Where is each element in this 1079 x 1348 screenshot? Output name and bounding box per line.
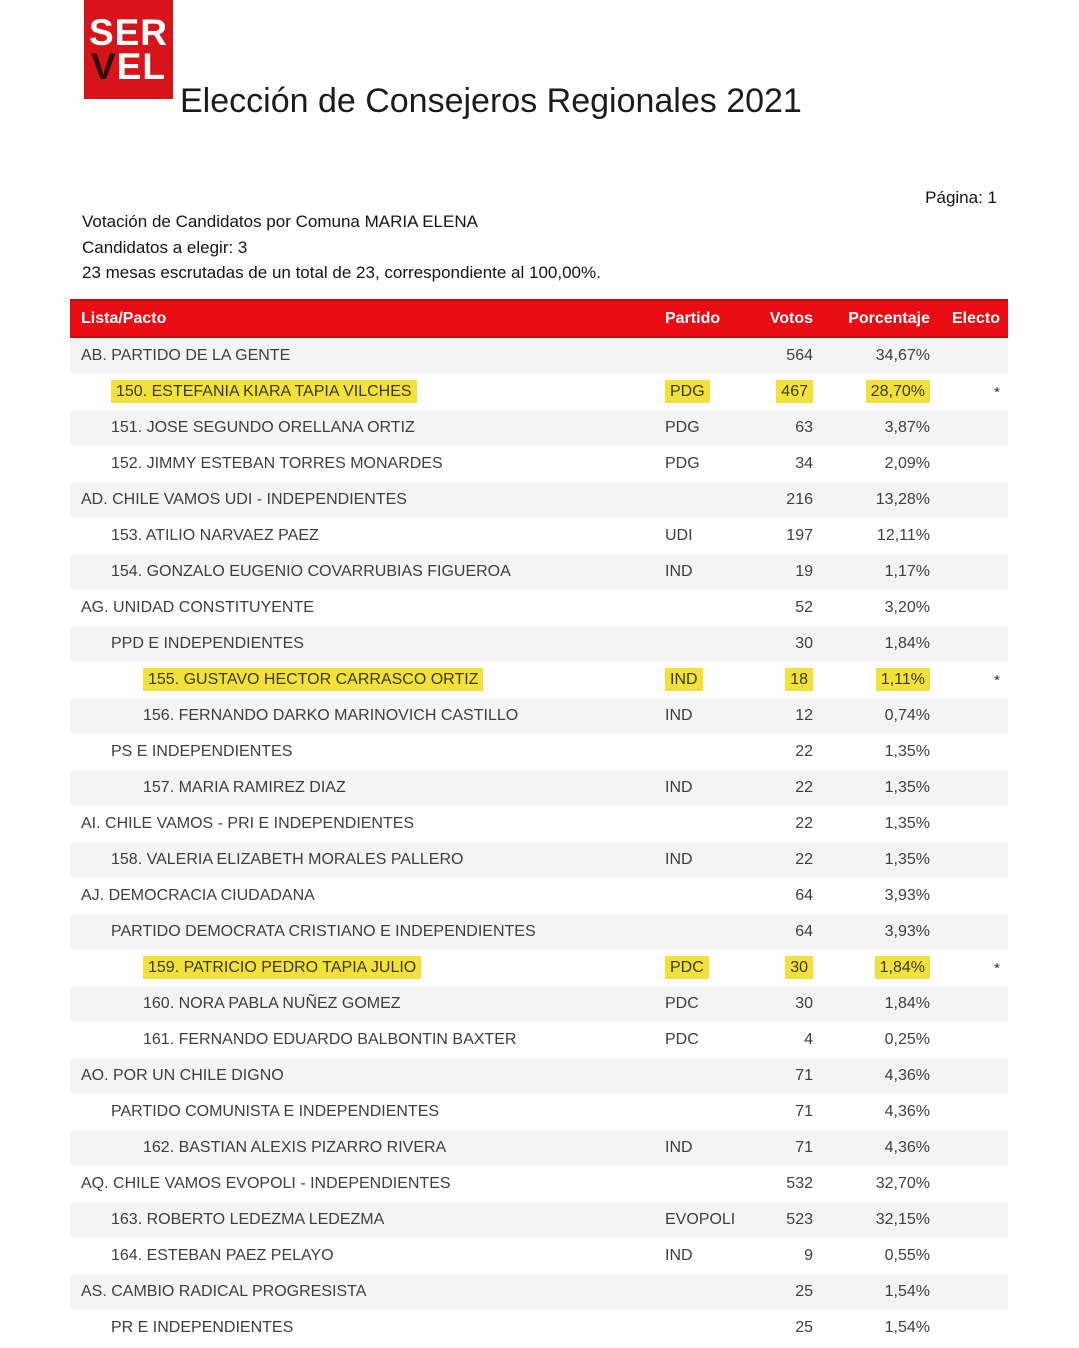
cell-votos: 22 [795,743,813,760]
table-body [70,338,1008,1346]
cell-porcentaje: 4,36% [884,1103,930,1120]
table-row-candidate [70,446,1008,482]
cell-votos: 34 [795,455,813,472]
cell-votos: 12 [795,707,813,724]
cell-partido: IND [665,851,693,868]
cell-votos: 4 [804,1031,813,1048]
cell-lista-pacto: AQ. CHILE VAMOS EVOPOLI - INDEPENDIENTES [81,1175,451,1192]
cell-votos: 564 [786,347,813,364]
table-row-list [70,338,1008,374]
cell-partido: PDG [665,419,700,436]
cell-partido: IND [665,707,693,724]
cell-electo: * [994,671,1000,689]
table-row-candidate [70,662,1008,698]
cell-lista-pacto: 153. ATILIO NARVAEZ PAEZ [111,527,319,544]
servel-logo-letters-el: EL [116,46,166,87]
cell-partido: UDI [665,527,693,544]
table-row-list [70,1058,1008,1094]
cell-porcentaje: 0,55% [884,1247,930,1264]
cell-votos [752,383,813,401]
cell-votos: 30 [795,635,813,652]
table-row-candidate [70,1202,1008,1238]
cell-porcentaje: 3,20% [884,599,930,616]
cell-lista-pacto: 154. GONZALO EUGENIO COVARRUBIAS FIGUEROA [111,563,511,580]
cell-porcentaje: 13,28% [875,491,930,508]
servel-logo [84,0,173,99]
cell-votos: 19 [795,563,813,580]
cell-lista-pacto: 158. VALERIA ELIZABETH MORALES PALLERO [111,851,464,868]
table-row-list [70,590,1008,626]
elected-highlight: 18 [785,668,813,691]
elected-highlight: 1,84% [875,956,930,979]
table-row-candidate [70,950,1008,986]
table-row-subpact [70,1094,1008,1130]
cell-lista-pacto [70,959,665,977]
cell-lista-pacto: 157. MARIA RAMIREZ DIAZ [143,779,346,796]
cell-votos: 532 [786,1175,813,1192]
cell-porcentaje [813,383,930,401]
table-row-list [70,1274,1008,1310]
cell-porcentaje: 4,36% [884,1067,930,1084]
cell-porcentaje: 1,54% [884,1283,930,1300]
cell-partido: IND [665,779,693,796]
cell-lista-pacto [70,671,665,689]
cell-votos: 71 [795,1139,813,1156]
cell-partido [665,383,752,401]
cell-votos: 71 [795,1067,813,1084]
table-row-candidate [70,1130,1008,1166]
cell-partido: IND [665,1247,693,1264]
elected-highlight: 467 [776,380,813,403]
elected-highlight: 155. GUSTAVO HECTOR CARRASCO ORTIZ [143,668,483,691]
cell-porcentaje: 34,67% [875,347,930,364]
cell-lista-pacto: AD. CHILE VAMOS UDI - INDEPENDIENTES [81,491,407,508]
cell-votos: 25 [795,1283,813,1300]
table-row-candidate [70,698,1008,734]
cell-partido: PDG [665,455,700,472]
cell-votos [752,959,813,977]
meta-mesas-escrutadas: 23 mesas escrutadas de un total de 23, correspondiente al 100,00%. [82,263,601,282]
header-porcentaje: Porcentaje [848,309,930,327]
elected-highlight: IND [665,668,703,691]
cell-porcentaje: 32,15% [875,1211,930,1228]
servel-logo-text-ser: SER [88,11,169,53]
cell-lista-pacto: 164. ESTEBAN PAEZ PELAYO [111,1247,334,1264]
table-row-subpact [70,626,1008,662]
cell-porcentaje: 1,84% [884,995,930,1012]
cell-lista-pacto: PS E INDEPENDIENTES [111,743,293,760]
cell-lista-pacto: PARTIDO COMUNISTA E INDEPENDIENTES [111,1103,440,1120]
cell-partido: EVOPOLI [665,1211,736,1228]
table-row-subpact [70,914,1008,950]
elected-highlight: 159. PATRICIO PEDRO TAPIA JULIO [143,956,421,979]
table-row-candidate [70,410,1008,446]
servel-logo-letter-v: V [91,46,117,87]
header-electo: Electo [951,309,1000,327]
cell-lista-pacto: PARTIDO DEMOCRATA CRISTIANO E INDEPENDIENTES [111,923,536,940]
servel-logo-text-vel [91,46,166,87]
cell-partido: IND [665,1139,693,1156]
table-row-candidate [70,374,1008,410]
elected-highlight: 28,70% [866,380,930,403]
cell-porcentaje: 32,70% [875,1175,930,1192]
table-row-candidate [70,554,1008,590]
header-lista-pacto: Lista/Pacto [81,309,167,327]
header-partido: Partido [665,309,721,327]
cell-porcentaje: 1,17% [884,563,930,580]
header-votos: Votos [769,309,813,327]
cell-partido [665,959,752,977]
table-row-candidate [70,1238,1008,1274]
meta-candidatos-a-elegir: Candidatos a elegir: 3 [82,237,248,257]
cell-partido: IND [665,563,693,580]
cell-porcentaje: 12,11% [876,527,930,544]
table-row-candidate [70,986,1008,1022]
cell-votos: 22 [795,779,813,796]
cell-lista-pacto: 163. ROBERTO LEDEZMA LEDEZMA [111,1211,385,1228]
cell-votos: 216 [786,491,813,508]
cell-votos: 197 [786,527,813,544]
elected-highlight: PDC [665,956,709,979]
table-row-list [70,806,1008,842]
cell-porcentaje: 1,35% [884,815,930,832]
cell-lista-pacto: AS. CAMBIO RADICAL PROGRESISTA [81,1283,367,1300]
cell-votos: 71 [795,1103,813,1120]
cell-votos: 523 [786,1211,813,1228]
elected-highlight: 150. ESTEFANIA KIARA TAPIA VILCHES [111,380,417,403]
cell-porcentaje: 0,74% [884,707,930,724]
cell-porcentaje: 0,25% [884,1031,930,1048]
cell-porcentaje: 3,93% [884,887,930,904]
cell-porcentaje: 3,87% [884,419,930,436]
cell-lista-pacto: AJ. DEMOCRACIA CIUDADANA [81,887,315,904]
cell-lista-pacto: AO. POR UN CHILE DIGNO [81,1067,284,1084]
elected-highlight: 1,11% [876,668,930,691]
cell-porcentaje: 1,54% [884,1319,930,1336]
table-row-list [70,482,1008,518]
cell-votos [752,671,813,689]
cell-porcentaje: 1,35% [884,851,930,868]
results-table [70,299,1008,1346]
cell-electo: * [994,383,1000,401]
cell-votos: 30 [795,995,813,1012]
cell-votos: 25 [795,1319,813,1336]
table-row-subpact [70,734,1008,770]
cell-votos: 52 [795,599,813,616]
table-row-candidate [70,842,1008,878]
meta-comuna: Votación de Candidatos por Comuna MARIA ELENA [82,212,478,231]
cell-votos: 22 [795,851,813,868]
cell-partido: PDC [665,995,699,1012]
cell-lista-pacto: PPD E INDEPENDIENTES [111,635,304,652]
table-row-candidate [70,518,1008,554]
elected-highlight: 30 [785,956,813,979]
cell-votos: 64 [795,923,813,940]
cell-porcentaje [813,959,930,977]
table-row-list [70,878,1008,914]
table-row-candidate [70,1022,1008,1058]
table-header [70,299,1008,338]
cell-votos: 9 [804,1247,813,1264]
page-number: Página: 1 [925,188,997,207]
cell-votos: 22 [795,815,813,832]
table-row-candidate [70,770,1008,806]
cell-lista-pacto: 151. JOSE SEGUNDO ORELLANA ORTIZ [111,419,415,436]
report-meta [82,209,601,286]
cell-lista-pacto [70,383,665,401]
cell-partido: PDC [665,1031,699,1048]
page-title: Elección de Consejeros Regionales 2021 [180,82,802,120]
cell-porcentaje: 1,35% [884,779,930,796]
cell-lista-pacto: 156. FERNANDO DARKO MARINOVICH CASTILLO [143,707,519,724]
cell-lista-pacto: 161. FERNANDO EDUARDO BALBONTIN BAXTER [143,1031,517,1048]
cell-lista-pacto: AG. UNIDAD CONSTITUYENTE [81,599,314,616]
elected-highlight: PDG [665,380,710,403]
cell-lista-pacto: AI. CHILE VAMOS - PRI E INDEPENDIENTES [81,815,415,832]
cell-lista-pacto: PR E INDEPENDIENTES [111,1319,294,1336]
cell-votos: 63 [795,419,813,436]
cell-lista-pacto: 162. BASTIAN ALEXIS PIZARRO RIVERA [143,1139,447,1156]
table-row-subpact [70,1310,1008,1346]
table-row-list [70,1166,1008,1202]
cell-lista-pacto: 152. JIMMY ESTEBAN TORRES MONARDES [111,455,443,472]
cell-partido [665,671,752,689]
cell-porcentaje: 1,84% [884,635,930,652]
cell-electo: * [994,959,1000,977]
cell-porcentaje: 1,35% [884,743,930,760]
cell-porcentaje [813,671,930,689]
cell-porcentaje: 3,93% [884,923,930,940]
cell-porcentaje: 4,36% [884,1139,930,1156]
cell-lista-pacto: AB. PARTIDO DE LA GENTE [81,347,291,364]
cell-lista-pacto: 160. NORA PABLA NUÑEZ GOMEZ [143,995,401,1012]
cell-votos: 64 [795,887,813,904]
cell-porcentaje: 2,09% [884,455,930,472]
